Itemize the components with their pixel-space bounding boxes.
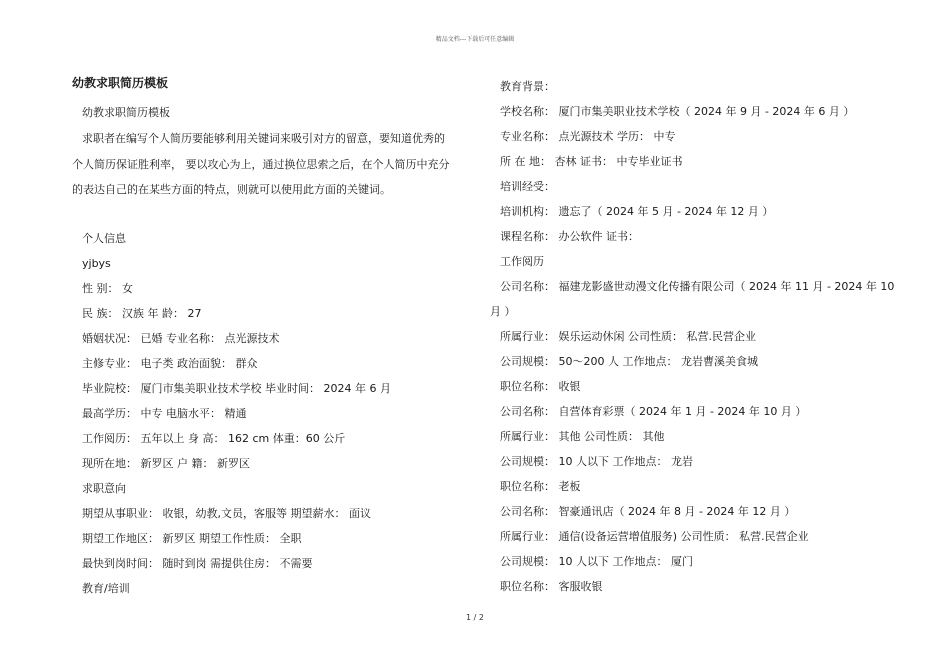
info-line-continuation: 月 ）: [490, 305, 516, 318]
info-line: 专业名称： 点光源技术 学历： 中专: [500, 130, 676, 143]
info-line: 所 在 地： 杏林 证书： 中专毕业证书: [500, 155, 683, 168]
info-line: 所属行业： 娱乐运动休闲 公司性质： 私营.民营企业: [500, 330, 756, 343]
info-line: 所属行业： 其他 公司性质： 其他: [500, 430, 665, 443]
info-line: 最高学历： 中专 电脑水平： 精通: [82, 407, 247, 420]
right-column: [490, 74, 895, 599]
info-line: 所属行业： 通信(设备运营增值服务) 公司性质： 私营.民营企业: [500, 530, 809, 543]
info-line: 民 族： 汉族 年 龄： 27: [82, 307, 202, 320]
info-line: 期望工作地区： 新罗区 期望工作性质： 全职: [82, 532, 302, 545]
info-line: 毕业院校： 厦门市集美职业技术学校 毕业时间： 2024 年 6 月: [82, 382, 391, 395]
page-header: 精品文档---下载后可任意编辑: [435, 36, 515, 43]
section-heading-personal-info: 个人信息: [82, 232, 126, 245]
info-line: 现所在地： 新罗区 户 籍： 新罗区: [82, 457, 250, 470]
info-line: 最快到岗时间： 随时到岗 需提供住房： 不需要: [82, 557, 313, 570]
info-line: 课程名称： 办公软件 证书：: [500, 230, 639, 243]
info-line: 职位名称： 客服收银: [500, 580, 603, 593]
section-heading-work-experience: 工作阅历: [500, 255, 544, 268]
info-line: 公司名称： 福建龙影盛世动漫文化传播有限公司（ 2024 年 11 月 - 2024 年 10: [500, 280, 895, 293]
section-heading-education-background: 教育背景：: [500, 80, 555, 93]
info-line: 婚姻状况： 已婚 专业名称： 点光源技术: [82, 332, 280, 345]
info-line: 职位名称： 老板: [500, 480, 581, 493]
info-line: 公司名称： 自营体育彩票（ 2024 年 1 月 - 2024 年 10 月 ）: [500, 405, 807, 418]
left-column: [72, 74, 462, 601]
subtitle: 幼教求职简历模板: [82, 106, 170, 119]
personal-info-section: [72, 226, 462, 601]
info-line: 期望从事职业： 收银，幼教,文员，客服等 期望薪水： 面议: [82, 507, 371, 520]
info-line: 学校名称： 厦门市集美职业技术学校（ 2024 年 9 月 - 2024 年 6 月 ）: [500, 105, 855, 118]
info-line: 公司名称： 智豪通讯店（ 2024 年 8 月 - 2024 年 12 月 ）: [500, 505, 796, 518]
spacer: [72, 202, 462, 226]
info-line: 职位名称： 收银: [500, 380, 581, 393]
info-line: 公司规模： 10 人以下 工作地点： 龙岩: [500, 455, 693, 468]
info-line: 性 别： 女: [82, 282, 133, 295]
info-line: 工作阅历： 五年以上 身 高： 162 cm 体重：60 公斤: [82, 432, 346, 445]
document-title: 幼教求职简历模板: [72, 76, 169, 90]
info-line: 公司规模： 10 人以下 工作地点： 厦门: [500, 555, 693, 568]
section-heading-job-intention: 求职意向: [82, 482, 126, 495]
info-line: 公司规模： 50～200 人 工作地点： 龙岩曹溪美食城: [500, 355, 758, 368]
info-line: 主修专业： 电子类 政治面貌： 群众: [82, 357, 258, 370]
section-heading-education: 教育/培训: [82, 582, 130, 595]
intro-line-3: 的表达自己的在某些方面的特点，则就可以使用此方面的关键词。: [72, 183, 391, 196]
info-line: 培训机构： 遗忘了（ 2024 年 5 月 - 2024 年 12 月 ）: [500, 205, 774, 218]
page-number: 1 / 2: [466, 613, 484, 622]
intro-line-2: 个人简历保证胜利率， 要以攻心为上，通过换位思索之后，在个人简历中充分: [72, 158, 450, 171]
section-heading-training: 培训经受：: [500, 180, 555, 193]
info-line: yjbys: [82, 257, 111, 270]
intro-line-1: 求职者在编写个人简历要能够利用关键词来吸引对方的留意，要知道优秀的: [82, 132, 445, 145]
